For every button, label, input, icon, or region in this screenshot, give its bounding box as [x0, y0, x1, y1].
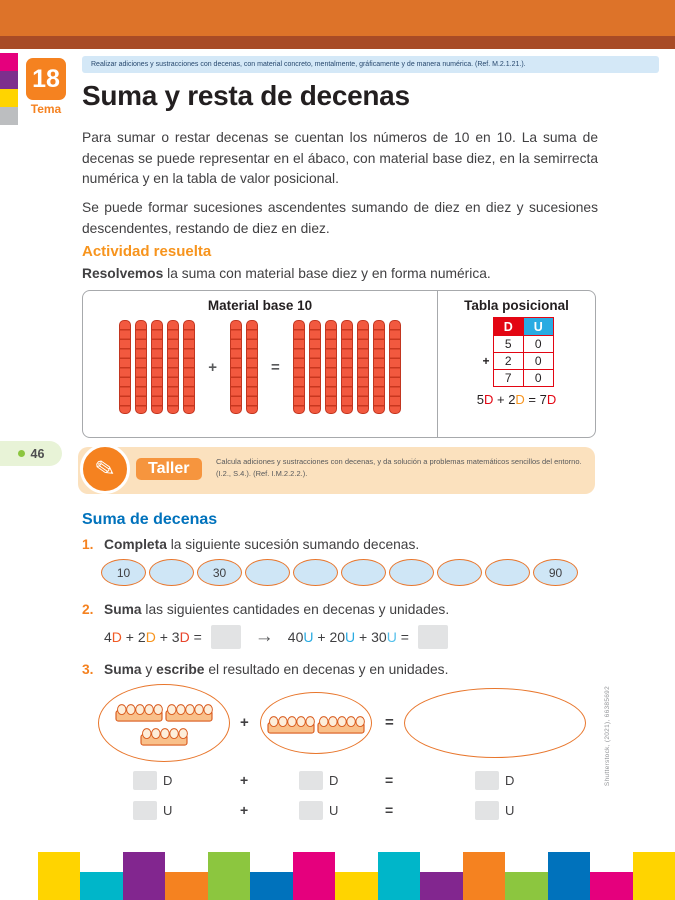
taller-banner [78, 447, 595, 494]
cell-u: 0 [523, 353, 553, 370]
answer-box-u2 [299, 801, 323, 820]
egg-carton-illustration [267, 712, 315, 735]
place-value-letter: D [145, 629, 156, 645]
exercise-2-rest: las siguientes cantidades en decenas y unidades. [141, 602, 450, 617]
page-number: 46 [30, 446, 45, 461]
theme-label: Tema [30, 102, 62, 116]
egg-carton-illustration [140, 724, 188, 747]
positional-table-panel [437, 291, 595, 437]
color-block [208, 852, 250, 900]
exercise-3-mid: y [141, 662, 157, 677]
exercise-2-prompt [82, 602, 602, 617]
place-value-letter: U [345, 629, 356, 645]
cell-d: 2 [493, 353, 523, 370]
equation-text: 30 [371, 629, 387, 645]
theme-badge [26, 58, 66, 100]
curriculum-banner [82, 56, 659, 73]
exercise-3-bold-1: Suma [104, 662, 142, 677]
place-value-letter: U [303, 629, 314, 645]
equals-sign-row: = [385, 772, 394, 788]
base-ten-rod [309, 320, 321, 414]
egg-carton-row [140, 724, 188, 747]
photo-credit: Shutterstock, (2021), 66385692 [604, 686, 611, 787]
letter-d: D [163, 773, 173, 788]
intro-text [82, 128, 598, 239]
color-block [378, 852, 420, 900]
place-value-letter: D [179, 629, 190, 645]
cell-d: 5 [493, 336, 523, 353]
plus-sign-row: + [240, 802, 249, 818]
rod-group-result [293, 320, 401, 414]
table-row [479, 353, 553, 370]
exercise-2-text [104, 602, 449, 617]
equation-text: + [155, 629, 172, 645]
color-square [0, 53, 18, 71]
color-block [165, 872, 207, 900]
base-ten-rod [389, 320, 401, 414]
exercise-3-rest: el resultado en decenas y en unidades. [204, 662, 449, 677]
arrow-icon: → [254, 626, 274, 647]
exercise-1-prompt [82, 537, 602, 552]
base-ten-rod [119, 320, 131, 414]
answer-box-u3 [475, 801, 499, 820]
answer-box-d3 [475, 771, 499, 790]
answer-box-d2 [299, 771, 323, 790]
activity-lead [82, 266, 491, 281]
color-block [505, 872, 547, 900]
sequence-oval-empty [245, 559, 290, 586]
top-orange-bar [0, 0, 675, 36]
table-header-row [479, 318, 553, 336]
sequence-oval-empty [293, 559, 338, 586]
table-title: Tabla posicional [464, 298, 569, 313]
side-color-strip [0, 53, 18, 125]
cell-u: 0 [523, 370, 553, 387]
section-heading: Suma de decenas [82, 511, 218, 528]
exercise-1-rest: la siguiente sucesión sumando decenas. [166, 537, 420, 552]
exercise-2-number: 2. [82, 602, 94, 617]
equation-text: = [396, 629, 409, 645]
exercise-2-equation [104, 625, 448, 649]
equation-text: 3 [171, 629, 180, 645]
equals-sign: = [271, 358, 280, 376]
exercise-3-number: 3. [82, 662, 94, 677]
letter-d: D [505, 773, 515, 788]
activity-lead-bold: Resolvemos [82, 266, 164, 281]
color-block [548, 852, 590, 900]
equals-sign-eggs: = [385, 714, 394, 731]
sequence-oval-filled: 30 [197, 559, 242, 586]
header-cell-u: U [523, 318, 553, 336]
plus-sign-eggs: + [240, 714, 249, 731]
letter-u: U [163, 803, 173, 818]
equation-text: 2 [137, 629, 146, 645]
answer-box-unidades [418, 625, 448, 649]
color-block [80, 872, 122, 900]
base-ten-rod [325, 320, 337, 414]
plus-sign-row: + [240, 772, 249, 788]
table-row [479, 336, 553, 353]
taller-label: Taller [136, 458, 202, 480]
top-rust-bar [0, 36, 675, 49]
equation-text: 4 [104, 629, 112, 645]
letter-u: U [329, 803, 339, 818]
equation-text: 7 [539, 392, 547, 407]
sequence-oval-empty [389, 559, 434, 586]
sequence-ovals [101, 559, 578, 586]
sequence-oval-empty [485, 559, 530, 586]
equation-text: + [313, 629, 330, 645]
base-ten-rod [183, 320, 195, 414]
place-value-letter: D [111, 629, 122, 645]
result-oval-empty [404, 688, 586, 758]
place-value-letter: D [515, 392, 525, 407]
place-value-letter: U [386, 629, 397, 645]
row-sign [479, 370, 493, 387]
unidades-expression [288, 629, 409, 645]
color-square [0, 89, 18, 107]
base-ten-rod [357, 320, 369, 414]
sequence-oval-filled: 90 [533, 559, 578, 586]
color-block [293, 852, 335, 900]
color-block [420, 872, 462, 900]
egg-carton-group-2 [260, 692, 372, 754]
intro-paragraph-1: Para sumar o restar decenas se cuentan los números de 10 en 10. La suma de decenas se puede representar en el ábaco, con material base diez, en la semirrecta numérica y en la tabla de valor posicional. [82, 130, 598, 187]
cell-u: 0 [523, 336, 553, 353]
exercise-3-text [104, 662, 448, 677]
activity-heading: Actividad resuelta [82, 243, 212, 260]
base-ten-rod [246, 320, 258, 414]
material-title: Material base 10 [207, 298, 313, 313]
decenas-expression [104, 629, 202, 645]
pencil-icon: ✎ [80, 444, 130, 494]
letter-d: D [329, 773, 339, 788]
rod-group-first [119, 320, 195, 414]
equation-text: 20 [329, 629, 346, 645]
base-ten-rod [373, 320, 385, 414]
color-square [0, 107, 18, 125]
place-value-letter: D [483, 392, 494, 407]
unidades-answer-row [0, 801, 675, 823]
material-base-panel [83, 291, 437, 437]
base-ten-rod [293, 320, 305, 414]
sequence-oval-filled: 10 [101, 559, 146, 586]
color-block [463, 852, 505, 900]
base-ten-rod [341, 320, 353, 414]
activity-box [82, 290, 596, 438]
equation-text: = [189, 629, 202, 645]
page-title: Suma y resta de decenas [82, 80, 410, 111]
exercise-3-bold-2: escribe [156, 662, 205, 677]
equation-text: 2 [508, 392, 516, 407]
sequence-oval-empty [437, 559, 482, 586]
result-equation [477, 392, 557, 407]
page-dot-icon [18, 450, 25, 457]
place-value-letter: D [546, 392, 557, 407]
egg-carton-row [267, 712, 365, 735]
color-block [590, 872, 632, 900]
equation-text: 5 [476, 392, 484, 407]
table-row [479, 370, 553, 387]
rods-row [83, 320, 437, 414]
rod-group-second [230, 320, 258, 414]
cell-d: 7 [493, 370, 523, 387]
egg-carton-row [115, 700, 213, 723]
equation-text: + [493, 392, 509, 407]
plus-sign: + [208, 358, 217, 376]
equation-text: + [355, 629, 372, 645]
curriculum-note: Realizar adiciones y sustracciones con decenas, con material concreto, mentalmente, gráficamente y de manera numérica. (Ref. M.2.1.21.). [91, 61, 526, 68]
taller-description: Calcula adiciones y sustracciones con decenas, y da solución a problemas matemáticos sencillos del entorno. (I.2., S.4.). (Ref. I.M.2.2.2.). [216, 457, 582, 478]
exercise-1-text [104, 537, 419, 552]
sequence-oval-empty [149, 559, 194, 586]
answer-box-decenas [211, 625, 241, 649]
place-value-table [479, 317, 554, 387]
answer-box-u1 [133, 801, 157, 820]
color-block [38, 852, 80, 900]
decenas-answer-row [0, 771, 675, 793]
page-number-tab [0, 441, 62, 466]
color-square [0, 71, 18, 89]
equation-text: + [121, 629, 138, 645]
base-ten-rod [151, 320, 163, 414]
letter-u: U [505, 803, 515, 818]
exercise-2-bold: Suma [104, 602, 142, 617]
sequence-oval-empty [341, 559, 386, 586]
color-block [335, 872, 377, 900]
egg-carton-group-1 [98, 684, 230, 762]
color-block [633, 852, 675, 900]
activity-lead-rest: la suma con material base diez y en forma numérica. [163, 266, 491, 281]
egg-carton-illustration [165, 700, 213, 723]
header-cell-d: D [493, 318, 523, 336]
equation-text: = [524, 392, 540, 407]
color-block [123, 852, 165, 900]
color-block [250, 872, 292, 900]
answer-box-d1 [133, 771, 157, 790]
theme-number: 18 [32, 64, 60, 93]
egg-carton-illustration [115, 700, 163, 723]
exercise-1-number: 1. [82, 537, 94, 552]
equation-text: 40 [287, 629, 304, 645]
base-ten-rod [135, 320, 147, 414]
equals-sign-row: = [385, 802, 394, 818]
intro-paragraph-2: Se puede formar sucesiones ascendentes sumando de diez en diez y sucesiones descendentes, restando de diez en diez. [82, 200, 598, 236]
base-ten-rod [167, 320, 179, 414]
exercise-1-bold: Completa [104, 537, 167, 552]
base-ten-rod [230, 320, 242, 414]
exercise-3-prompt [82, 662, 602, 677]
row-sign: + [482, 354, 490, 368]
footer-color-bar [38, 852, 675, 900]
egg-carton-illustration [317, 712, 365, 735]
row-sign [479, 336, 493, 353]
